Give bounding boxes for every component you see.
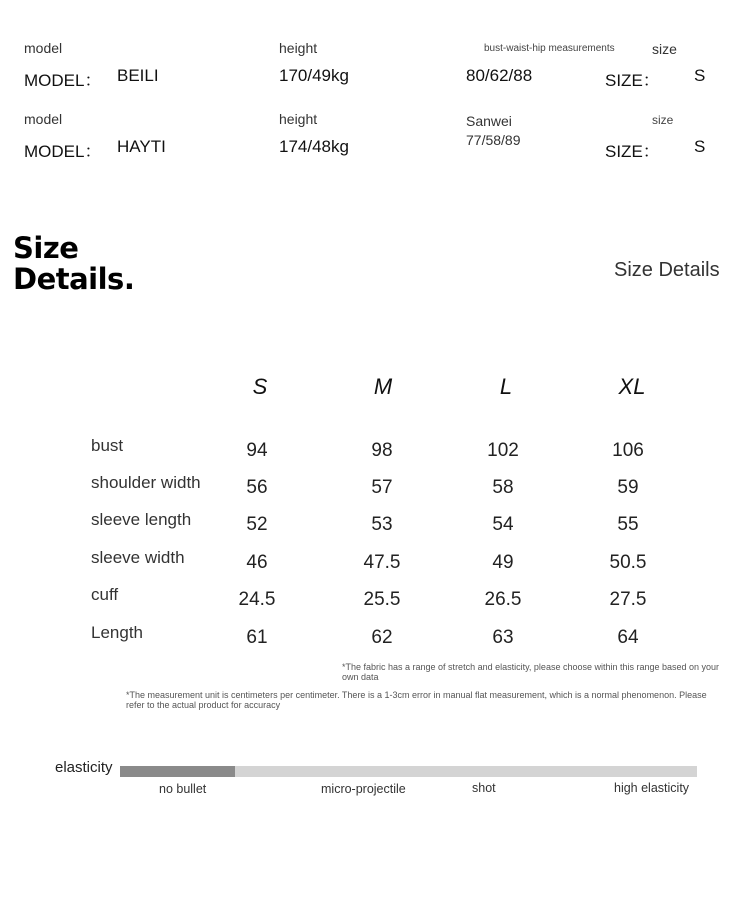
row-label-sleeve-length: sleeve length [91, 510, 192, 529]
table-cell: 24.5 [238, 589, 276, 610]
row-label-shoulder-width: shoulder width [91, 473, 201, 492]
table-cell: 55 [617, 514, 639, 535]
elasticity-label: elasticity [55, 759, 113, 776]
model-measurements: 80/62/88 [466, 66, 533, 85]
height-header: height [279, 111, 318, 127]
size-column-m: M [373, 374, 393, 399]
model-height: 170/49kg [279, 66, 349, 85]
row-label-bust: bust [91, 436, 124, 455]
size-column-l: L [499, 374, 513, 399]
table-cell: 57 [371, 477, 393, 498]
size-label: SIZE： [605, 142, 660, 161]
size-header: size [652, 41, 677, 57]
elasticity-bar-fill [120, 766, 235, 777]
row-label-cuff: cuff [91, 585, 119, 604]
table-cell: 26.5 [484, 589, 522, 610]
size-column-xl: XL [618, 374, 646, 399]
model-name: BEILI [117, 66, 159, 85]
size-details-title [13, 233, 134, 295]
table-cell: 64 [617, 627, 639, 648]
table-cell: 61 [246, 627, 268, 648]
scale-label-shot: shot [472, 781, 496, 795]
measurement-note: *The measurement unit is centimeters per centimeter. There is a 1-3cm error in manual flat measurement, which is a normal phenomenon. Please refer to the actual product for accuracy [126, 690, 707, 710]
table-cell: 50.5 [609, 552, 647, 573]
size-header: size [652, 113, 674, 127]
row-label-sleeve-width: sleeve width [91, 548, 185, 567]
table-cell: 106 [612, 440, 644, 461]
table-cell: 59 [617, 477, 639, 498]
model-measurements: 77/58/89 [466, 132, 521, 148]
model-size: S [694, 137, 706, 156]
model-size: S [694, 66, 706, 85]
size-label: SIZE： [605, 71, 660, 90]
scale-label-no-bullet: no bullet [159, 782, 207, 796]
size-column-s: S [252, 374, 268, 399]
model-header: model [24, 111, 63, 127]
table-cell: 94 [246, 440, 268, 461]
title-line-2: Details. [13, 262, 135, 296]
table-cell: 25.5 [363, 589, 401, 610]
measurement-header: Sanwei [466, 113, 512, 129]
model-header: model [24, 40, 63, 56]
stretch-note: *The fabric has a range of stretch and elasticity, please choose within this range based on your own data [342, 662, 720, 682]
model-height: 174/48kg [279, 137, 349, 156]
height-header: height [279, 40, 318, 56]
model-name: HAYTI [117, 137, 166, 156]
table-cell: 47.5 [363, 552, 401, 573]
row-label-length: Length [91, 623, 143, 642]
model-label: MODEL： [24, 71, 102, 90]
table-cell: 58 [492, 477, 514, 498]
measurement-header: bust-waist-hip measurements [484, 43, 615, 54]
table-cell: 63 [492, 627, 514, 648]
table-cell: 49 [492, 552, 514, 573]
table-cell: 102 [487, 440, 519, 461]
table-cell: 52 [246, 514, 268, 535]
model-label: MODEL： [24, 142, 102, 161]
table-cell: 46 [246, 552, 268, 573]
table-cell: 56 [246, 477, 268, 498]
scale-label-micro-projectile: micro-projectile [321, 782, 406, 796]
table-cell: 53 [371, 514, 393, 535]
table-cell: 27.5 [609, 589, 647, 610]
table-cell: 62 [371, 627, 393, 648]
table-cell: 98 [371, 440, 393, 461]
size-details-label: Size Details [614, 259, 720, 281]
table-cell: 54 [492, 514, 514, 535]
title-line-1: Size [13, 231, 79, 265]
scale-label-high-elasticity: high elasticity [614, 781, 690, 795]
